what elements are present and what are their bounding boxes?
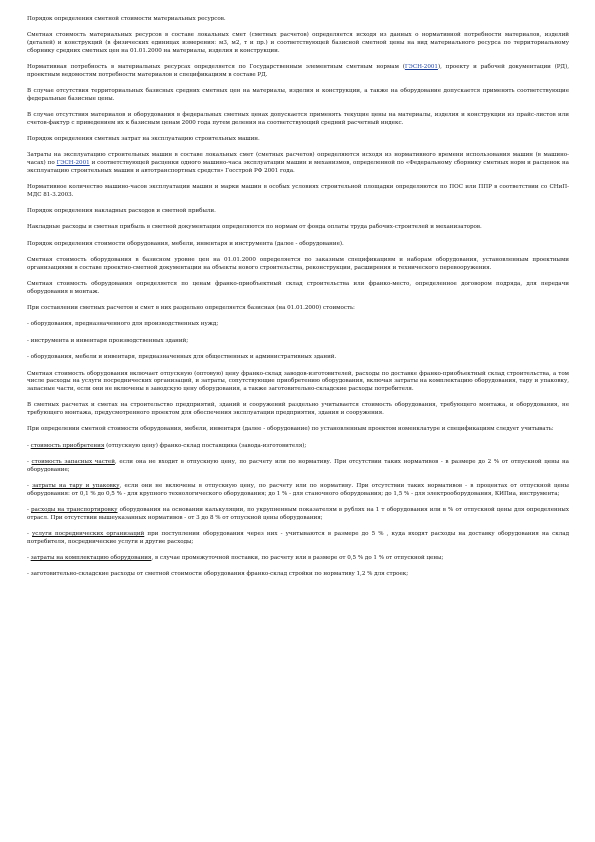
- paragraph-text: , в случае промежуточной поставки, по расчету или в размере от 0,5 % до 1 % от отпускной цены;: [151, 554, 444, 561]
- paragraph: [27, 16, 569, 24]
- paragraph-text: и соответствующей расценки одного машино-часа эксплуатации машин и механизмов, определенной по «Федеральному сборнику сметных норм и расценок на эксплуатацию строительных машин и автотранспортных средств» Госстрой РФ 2001 года.: [27, 160, 569, 174]
- paragraph-text: При определении сметной стоимости оборудования, мебели, инвентаря (далее - оборудование) по установленным проектом номенклатуре и спецификациям следует учитывать:: [27, 426, 554, 433]
- paragraph: [27, 208, 569, 216]
- paragraph-text: при поступлении оборудования через них - учитываются в размере до 5 % , куда входят расходы на доставку оборудования на склад потребителя, посреднические услуги и другие расходы;: [27, 530, 569, 545]
- paragraph-text: оборудования на основании калькуляции, по укрупненным показателям в рублях на 1 т оборудования или в % от отпускной цены для определенных отрасл. При отсутствии вышеуказанных нормативов - от 3 до 8 % от отпускной цены оборудования;: [27, 506, 569, 521]
- paragraph: [27, 281, 569, 296]
- paragraph-text: Нормативная потребность в материальных ресурсах определяется по Государственным элементным сметным нормам (: [27, 64, 405, 70]
- paragraph: [27, 354, 569, 362]
- paragraph: [27, 257, 569, 272]
- paragraph: [27, 507, 569, 522]
- paragraph-text: Порядок определения накладных расходов и сметной прибыли.: [27, 208, 216, 214]
- paragraph: [27, 64, 569, 79]
- paragraph: [27, 371, 569, 394]
- paragraph-text: - инструмента и инвентаря производственных зданий;: [27, 337, 189, 344]
- paragraph-text: Сметная стоимость оборудования включает отпускную (оптовую) цену франко-склад заводов-изготовителей, расходы по доставке франко-приобъектный склад строительства, а том числе расходы на услуги посреднических организаций, и затраты, сопутствующие приобретению оборудования, включая затраты на комплектацию оборудования, тару и упаковку, запасные части, если они не включены в заводскую цену оборудования, а также заготовительно-складские расходы потребителя.: [27, 370, 569, 393]
- paragraph-text: (отпускную цену) франко-склад поставщика (завода-изготовителя);: [104, 442, 307, 449]
- paragraph: [27, 88, 569, 103]
- paragraph-text: , если она не входит в отпускную цену, по расчету или по нормативу. При отсутствии таких нормативов - в размере до 2 % от отпускной цены на оборудование;: [27, 458, 569, 473]
- paragraph-text: При составлении сметных расчетов и смет в них раздельно определяется базисная (на 01.01.2000) стоимость:: [27, 304, 355, 311]
- gesn-link[interactable]: ГЭСН-2001: [56, 160, 90, 166]
- paragraph-text: -: [27, 458, 32, 465]
- paragraph: [27, 152, 569, 175]
- paragraph-text: Сметная стоимость оборудования в базисном уровне цен на 01.01.2000 определяется по заказным спецификациям и наборам оборудования, установленным проектными организациями в составе проектно-сметной документации на объекты нового строительства, реконструкции, расширения и технического перевооружения.: [27, 256, 569, 271]
- paragraph-text: В сметных расчетах и сметах на строительство предприятий, зданий и сооружений раздельно учитывается стоимость оборудования, требующего монтажа, и оборудования, не требующего монтажа, предусмотренного проектом для обеспечения эксплуатации предприятия, здания и сооружения.: [27, 402, 569, 417]
- paragraph-text: -: [27, 554, 31, 561]
- paragraph: [27, 241, 569, 249]
- paragraph-text: - оборудования, предназначенного для производственных нужд;: [27, 321, 219, 328]
- underlined-term: стоимость приобретения: [30, 442, 105, 449]
- paragraph: [27, 531, 569, 546]
- paragraph: [27, 402, 569, 417]
- paragraph-text: Сметная стоимость оборудования определяется по ценам франко-приобъектный склад строительства или франко-место, определенное договором подряда, для передачи оборудования в монтаж.: [27, 280, 569, 295]
- paragraph-text: Порядок определения сметных затрат на эксплуатацию строительных машин.: [27, 136, 260, 142]
- gesn-link[interactable]: ГЭСН-2001: [404, 64, 438, 70]
- paragraph: [27, 321, 569, 329]
- underlined-term: стоимость запасных частей: [31, 458, 115, 465]
- paragraph-text: Сметная стоимость материальных ресурсов в составе локальных смет (сметных расчетов) определяется исходя из данных о нормативной потребности материалов, изделий (деталей) и конструкций (в физических единицах измерения: м3, м2, т и пр.) и соответствующей базисной сметной цены на вид материального ресурса по территориальному сборнику средних сметных цен на 01.01.2000 на материалы, изделия и конструкции.: [27, 32, 569, 54]
- paragraph-text: -: [27, 442, 31, 449]
- paragraph: [27, 112, 569, 127]
- paragraph: [27, 338, 569, 346]
- underlined-term: услуги посреднических организаций: [32, 530, 145, 537]
- paragraph-text: ), проекту и рабочей документации (РД), проектным ведомостям потребности материалов и спецификациям в составе РД.: [27, 64, 569, 78]
- paragraph-text: - оборудования, мебели и инвентаря, предназначенных для общественных и административных зданий.: [27, 354, 337, 361]
- paragraph: [27, 555, 569, 563]
- paragraph: [27, 224, 569, 232]
- paragraph: [27, 571, 569, 579]
- paragraph-text: Нормативное количество машино-часов эксплуатации машин и марки машин в особых условиях строительной площадки определяются по ПОС или ППР в соответствии со СНиП-МДС 81-3.2003.: [27, 184, 569, 198]
- paragraph-text: - заготовительно-складские расходы от сметной стоимости оборудования франко-склад стройки по нормативу 1,2 % для строек;: [27, 571, 409, 578]
- underlined-term: расходы на транспортировку: [30, 506, 118, 513]
- paragraph-text: Порядок определения сметной стоимости материальных ресурсов.: [27, 16, 226, 22]
- paragraph-text: -: [27, 530, 33, 537]
- paragraph-text: Затраты на эксплуатацию строительных машин в составе локальных смет (сметных расчетов) определяются исходя из нормативного времени использования машин (в машино-часах) по: [27, 152, 569, 166]
- paragraph-text: В случае отсутствия территориальных базисных средних сметных цен на материалы, изделия и конструкции, а также на оборудование допускается применять соответствующие федеральные базисные цены.: [27, 88, 569, 102]
- paragraph-text: Порядок определения стоимости оборудования, мебели, инвентаря и инструмента (далее - оборудование).: [27, 240, 344, 247]
- paragraph: [27, 443, 569, 451]
- paragraph: [27, 32, 569, 55]
- paragraph-text: В случае отсутствия материалов и оборудования в федеральных сметных ценах допускается применять текущие цены на материалы, изделия и конструкции из прайс-листов или счетов-фактур с приведением их к базисным ценам 2000 года путем деления на соответствующий средний расчетный индекс.: [27, 112, 569, 126]
- underlined-term: затраты на тару и упаковку: [32, 482, 120, 489]
- underlined-term: затраты на комплектацию оборудования: [30, 554, 152, 561]
- paragraph: [27, 459, 569, 474]
- paragraph: [27, 184, 569, 199]
- document-body: [27, 16, 569, 588]
- paragraph-text: -: [27, 506, 31, 513]
- paragraph: [27, 426, 569, 434]
- paragraph: [27, 483, 569, 498]
- paragraph-text: -: [27, 482, 33, 489]
- paragraph: [27, 305, 569, 313]
- paragraph-text: Накладные расходы и сметная прибыль в сметной документации определяются по нормам от фонда оплаты труда рабочих-строителей и механизаторов.: [27, 224, 482, 231]
- paragraph-text: , если они не включены в отпускную цену, по расчету или по нормативу. При отсутствии таких нормативов - в процентах от отпускной цены оборудования: от 0,1 % до 0,5 % - для крупного технологического оборудования; до 1 % - для станочного оборудования; до 1,5 % - для электрооборудования, КИПиа, инструмента;: [27, 482, 569, 497]
- paragraph: [27, 136, 569, 144]
